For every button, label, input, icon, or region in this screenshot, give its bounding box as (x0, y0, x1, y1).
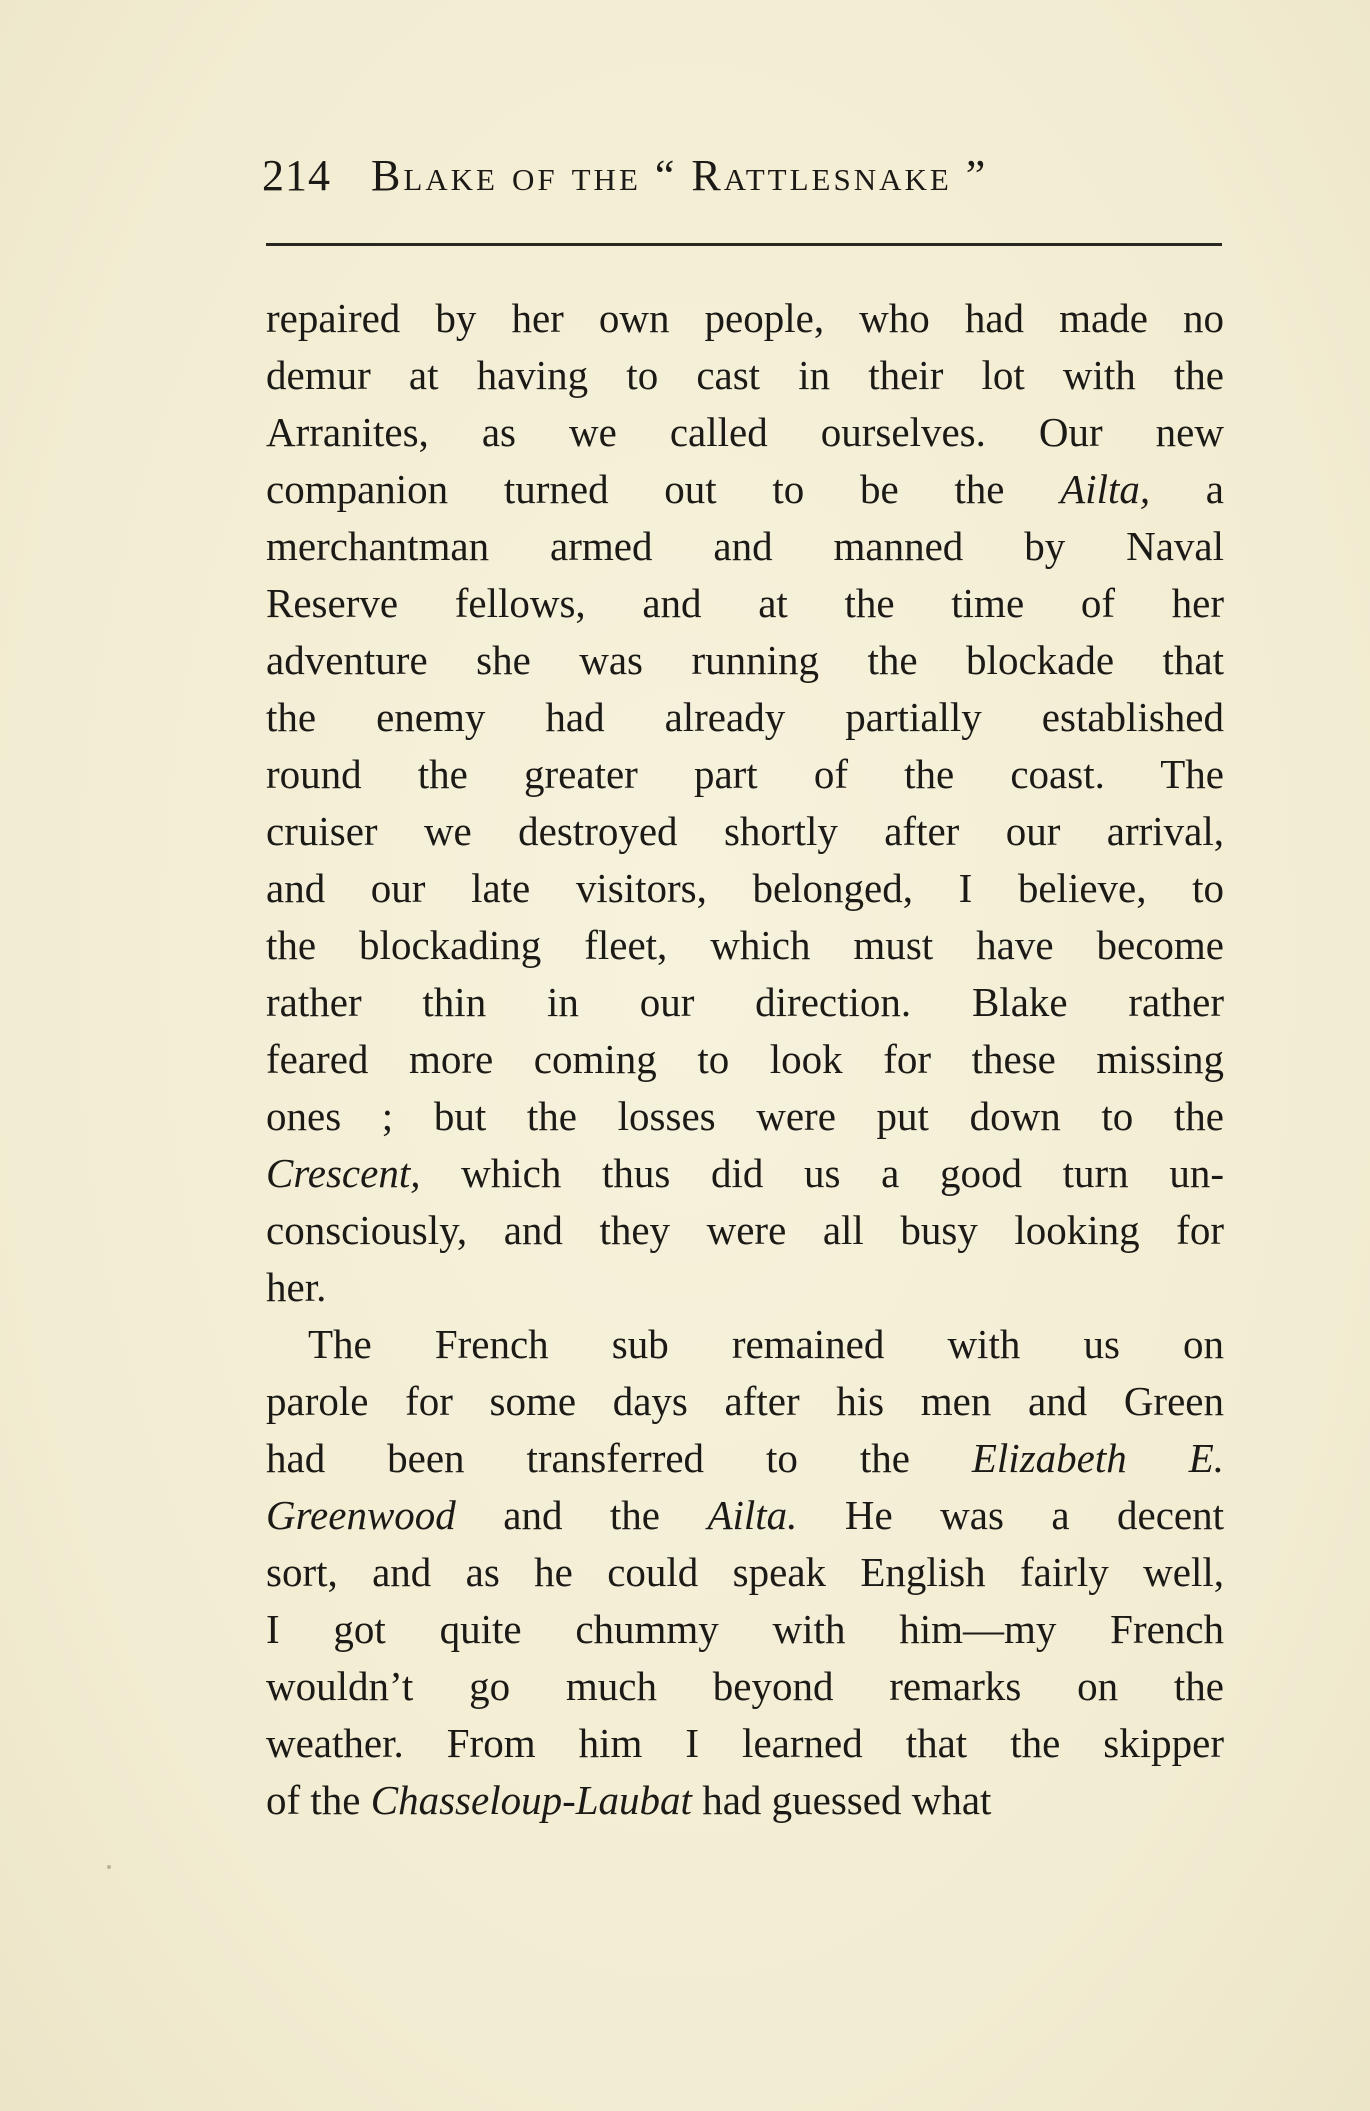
text-segment: round the greater part of the coast. The (266, 751, 1224, 797)
text-line (266, 575, 1224, 632)
text-segment: The French sub remained with us on (308, 1321, 1224, 1367)
text-line (266, 1316, 1224, 1373)
running-title: Blake of the “ Rattlesnake ” (371, 151, 989, 200)
text-segment: the enemy had already partially established (266, 694, 1224, 740)
italic-segment: Ailta. (707, 1492, 798, 1538)
text-segment: Reserve fellows, and at the time of her (266, 580, 1224, 626)
text-line (266, 404, 1224, 461)
text-segment: her. (266, 1264, 327, 1310)
text-line (266, 1601, 1224, 1658)
text-line (266, 290, 1224, 347)
text-segment: had guessed what (691, 1777, 992, 1823)
text-line (266, 746, 1224, 803)
text-segment: I got quite chummy with him—my French (266, 1606, 1224, 1652)
text-segment: merchantman armed and manned by Naval (266, 523, 1224, 569)
text-segment: He was a decent (797, 1492, 1224, 1538)
text-segment: wouldn’t go much beyond remarks on the (266, 1663, 1224, 1709)
text-line (266, 1487, 1224, 1544)
text-line (266, 347, 1224, 404)
text-segment: ones ; but the losses were put down to the (266, 1093, 1224, 1139)
text-line (266, 803, 1224, 860)
text-segment: had been transferred to the (266, 1435, 972, 1481)
text-line (266, 860, 1224, 917)
text-line (266, 1259, 1224, 1316)
text-segment: and the (455, 1492, 708, 1538)
text-segment: adventure she was running the blockade that (266, 637, 1224, 683)
text-segment: feared more coming to look for these missing (266, 1036, 1224, 1082)
text-segment: the blockading fleet, which must have become (266, 922, 1224, 968)
text-line (266, 518, 1224, 575)
italic-segment: Elizabeth E. (971, 1435, 1224, 1481)
running-header (262, 146, 1222, 206)
page-number: 214 (262, 151, 331, 200)
italic-segment: Chasseloup-Laubat (370, 1777, 692, 1823)
text-line (266, 1544, 1224, 1601)
text-line (266, 1373, 1224, 1430)
text-segment: cruiser we destroyed shortly after our arrival, (266, 808, 1224, 854)
text-segment: parole for some days after his men and Green (266, 1378, 1224, 1424)
text-line (266, 632, 1224, 689)
text-segment: consciously, and they were all busy looking for (266, 1207, 1224, 1253)
paper-speck (107, 1865, 111, 1869)
text-line (266, 1430, 1224, 1487)
text-segment: repaired by her own people, who had made no (266, 295, 1224, 341)
text-line (266, 1031, 1224, 1088)
text-segment: demur at having to cast in their lot with the (266, 352, 1224, 398)
body-text (266, 290, 1224, 1829)
text-line (266, 1658, 1224, 1715)
text-line (266, 1145, 1224, 1202)
text-segment: rather thin in our direction. Blake rather (266, 979, 1224, 1025)
text-line (266, 917, 1224, 974)
text-segment: and our late visitors, belonged, I believe, to (266, 865, 1224, 911)
text-segment: of the (266, 1777, 371, 1823)
italic-segment: Ailta, (1060, 466, 1151, 512)
text-segment: a (1150, 466, 1224, 512)
text-line (266, 974, 1224, 1031)
header-rule (266, 243, 1222, 246)
text-segment: which thus did us a good turn un- (420, 1150, 1224, 1196)
italic-segment: Crescent, (266, 1150, 421, 1196)
text-line (266, 461, 1224, 518)
text-segment: sort, and as he could speak English fairly well, (266, 1549, 1224, 1595)
text-line (266, 1202, 1224, 1259)
italic-segment: Greenwood (266, 1492, 456, 1538)
text-segment: weather. From him I learned that the skipper (266, 1720, 1224, 1766)
text-segment: companion turned out to be the (266, 466, 1061, 512)
text-line (266, 1088, 1224, 1145)
text-line (266, 1715, 1224, 1772)
text-line (266, 1772, 1224, 1829)
text-line (266, 689, 1224, 746)
text-segment: Arranites, as we called ourselves. Our new (266, 409, 1224, 455)
